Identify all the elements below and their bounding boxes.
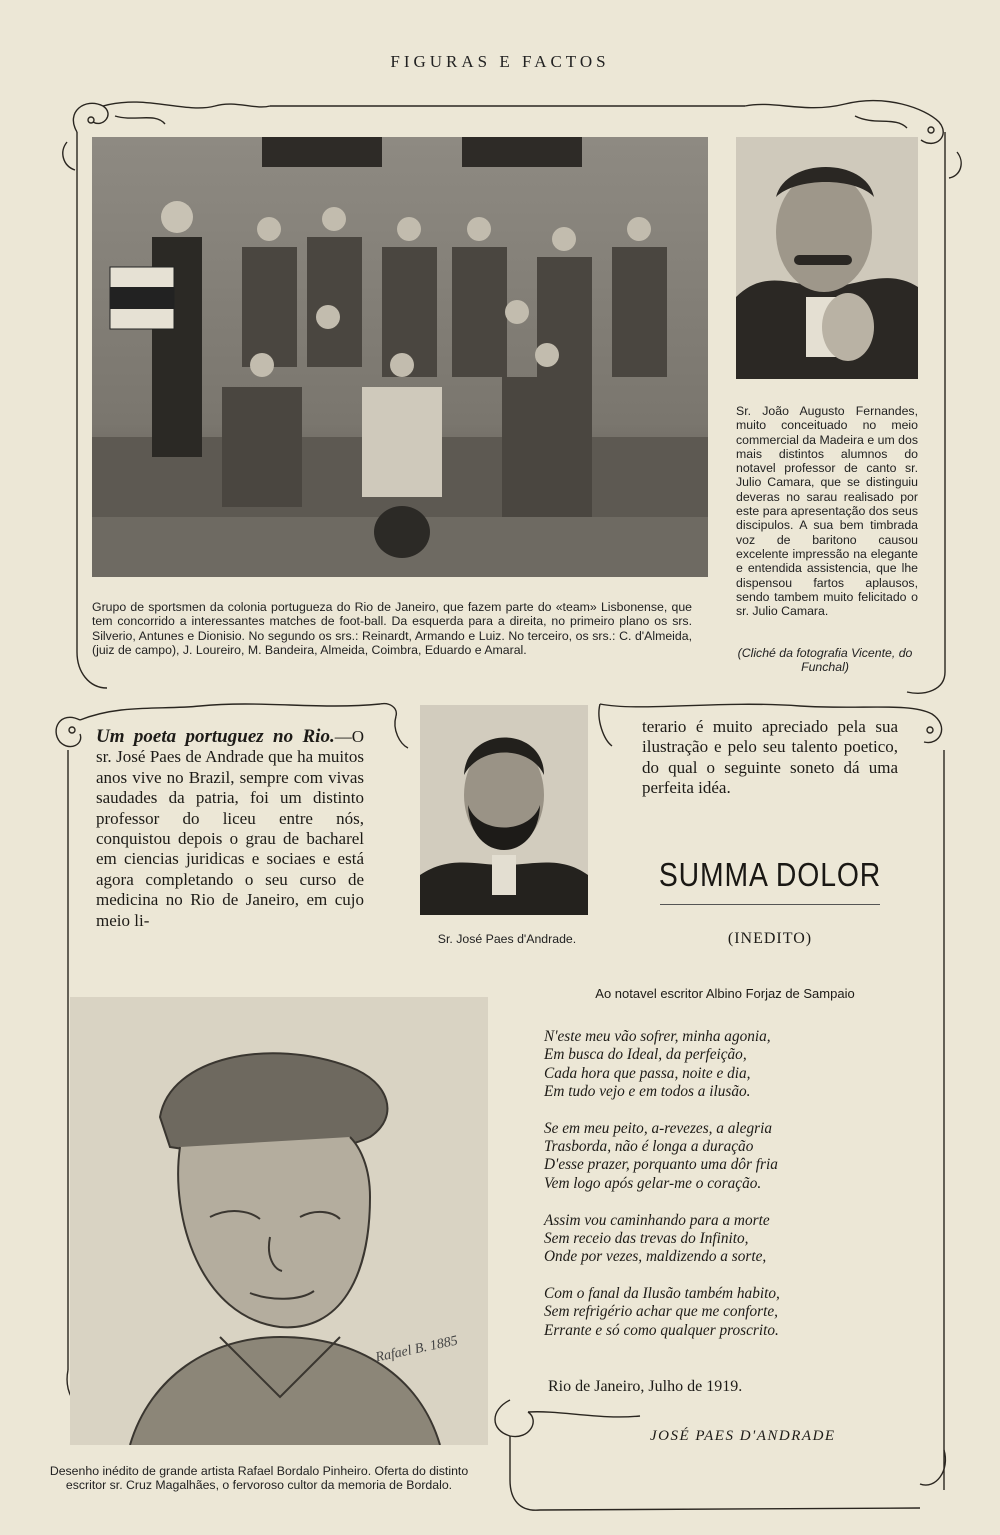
team-photo: [92, 137, 708, 577]
poem-line: Sem receio das trevas do Infinito,: [544, 1229, 749, 1247]
poem-line: Errante e só como qualquer proscrito.: [544, 1321, 779, 1339]
poem-line: Se em meu peito, a-revezes, a alegria: [544, 1119, 772, 1137]
poem-title: SUMMA DOLOR: [658, 856, 882, 893]
paes-caption: Sr. José Paes d'Andrade.: [437, 932, 577, 946]
poem-line: Cada hora que passa, noite e dia,: [544, 1064, 751, 1082]
poem: [544, 1028, 904, 1359]
poeta-article-title: Um poeta portuguez no Rio.: [96, 726, 335, 747]
poem-stanza: [544, 1285, 904, 1340]
poem-line: Em busca do Ideal, da perfeição,: [544, 1046, 747, 1064]
poeta-article: [96, 727, 364, 931]
poeta-article-continued: terario é muito apreciado pela sua ilustração e pelo seu talento poetico, do qual o seguinte soneto dá uma perfeita idéa.: [642, 717, 898, 798]
poem-line: Trasborda, não é longa a duração: [544, 1138, 754, 1156]
poem-subtitle: (INEDITO): [727, 930, 813, 947]
poem-line: N'este meu vão sofrer, minha agonia,: [544, 1028, 771, 1045]
poem-line: D'esse prazer, porquanto uma dôr fria: [544, 1156, 778, 1174]
poem-dedication: Ao notavel escritor Albino Forjaz de Sampaio: [595, 986, 855, 1001]
poem-place-date: Rio de Janeiro, Julho de 1919.: [548, 1378, 743, 1395]
poem-line: Assim vou caminhando para a morte: [544, 1211, 770, 1229]
poem-stanza: [544, 1120, 904, 1193]
fernandes-portrait: [736, 137, 918, 379]
poeta-article-body: —O sr. José Paes de Andrade que ha muitos anos vive no Brazil, sempre com vivas saudades da patria, foi um distinto professor do liceu entre nós, conquistou depois o grau de bacharel em ciencias juridicas e sociaes e está agora completando o seu curso de medicina no Rio de Janeiro, em cujo meio li-: [96, 727, 364, 930]
bordalo-sketch: [70, 997, 488, 1445]
poem-stanza: [544, 1212, 904, 1267]
poem-line: Vem logo após gelar-me o coração.: [544, 1174, 762, 1192]
running-head: FIGURAS E FACTOS: [390, 52, 610, 71]
poem-signature: JOSÉ PAES D'ANDRADE: [650, 1428, 836, 1444]
poem-line: Com o fanal da Ilusão também habito,: [544, 1285, 780, 1303]
poem-line: Sem refrigério achar que me conforte,: [544, 1303, 778, 1321]
poem-line: Onde por vezes, maldizendo a sorte,: [544, 1248, 767, 1266]
team-photo-caption: Grupo de sportsmen da colonia portugueza do Rio de Janeiro, que fazem parte do «team» Lisbonense, que tem concorrido a interessantes matches de foot-ball. Da esquerda para a direita, no primeiro plano os srs. Silverio, Antunes e Dionisio. No segundo os srs.: Reinardt, Armando e Luiz. No terceiro, os srs.: C. d'Almeida, (juiz de campo), J. Loureiro, M. Bandeira, Almeida, Coimbra, Eduardo e Amaral.: [92, 600, 692, 657]
poem-title-rule: [660, 904, 880, 905]
fernandes-caption: Sr. João Augusto Fernandes, muito conceituado no meio commercial da Madeira e um dos mais distintos alumnos do notavel professor de canto sr. Julio Camara, que se distinguiu deveras no sarau realisado por este para apresentação dos seus discipulos. A sua bem timbrada voz de baritono causou excelente impressão na elegante e entendida assistencia, que lhe dispensou fartos aplausos, sendo tambem muito felicitado o sr. Julio Camara.: [736, 404, 918, 619]
sketch-caption: Desenho inédito de grande artista Rafael Bordalo Pinheiro. Oferta do distinto escritor sr. Cruz Magalhães, o fervoroso cultor da memoria de Bordalo.: [49, 1464, 469, 1493]
poem-stanza: [544, 1028, 904, 1101]
sketch-signature-text: Rafael B. 1885: [374, 1333, 460, 1366]
fernandes-photo-credit: (Cliché da fotografia Vicente, do Funchal): [737, 646, 913, 675]
poem-line: Em tudo vejo e em todos a ilusão.: [544, 1082, 751, 1100]
paes-portrait: [420, 705, 588, 915]
